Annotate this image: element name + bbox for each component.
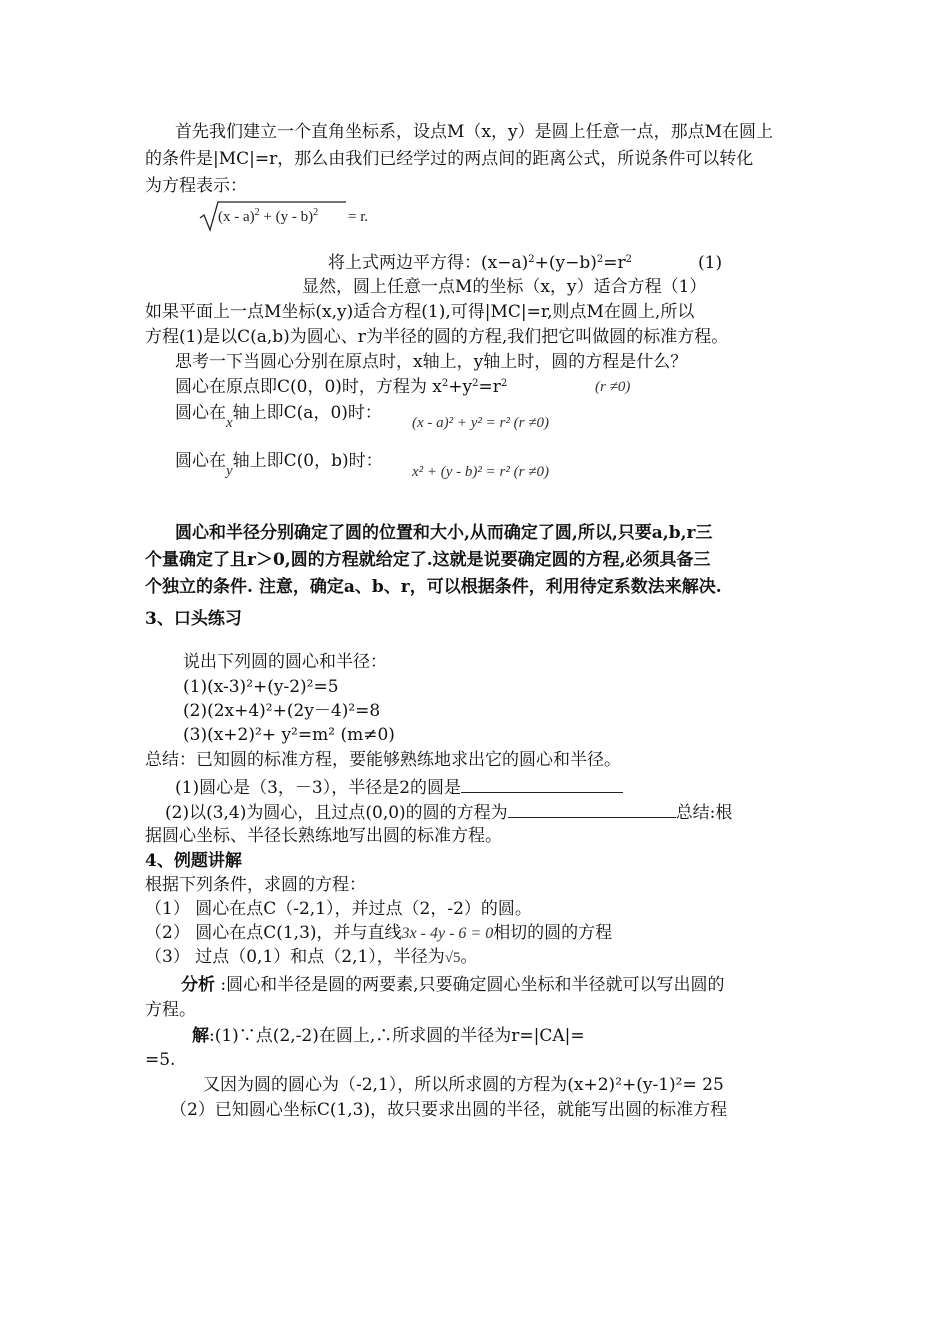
paragraph-line: 方程。 — [145, 1000, 196, 1020]
paragraph-line: 首先我们建立一个直角坐标系，设点M（x，y）是圆上任意一点，那点M在圆上 — [175, 122, 774, 142]
paragraph-line: 方程(1)是以C(a,b)为圆心、r为半径的圆的方程,我们把它叫做圆的标准方程。 — [145, 327, 729, 347]
bold-paragraph-line: 圆心和半径分别确定了圆的位置和大小,从而确定了圆,所以,只要a,b,r三 — [175, 523, 713, 543]
paragraph-line: 为方程表示： — [145, 176, 247, 196]
question-item: （1） 圆心在点C（-2,1），并过点（2，-2）的圆。 — [145, 899, 532, 919]
text: :圆心和半径是圆的两要素,只要确定圆心坐标和半径就可以写出圆的 — [215, 975, 725, 995]
paragraph-line: 又因为圆的圆心为（-2,1），所以所求圆的方程为(x+2)²+(y-1)²= 25 — [203, 1075, 724, 1095]
text: 轴上即C(a，0)时： — [232, 403, 382, 423]
sqrt-formula: √5 — [444, 950, 461, 966]
paragraph-line: 如果平面上一点M坐标(x,y)适合方程(1),可得|MC|=r,则点M在圆上,所以 — [145, 302, 695, 322]
fill-in-item — [165, 800, 732, 824]
exercise-item: (1)(x-3)²+(y-2)²=5 — [183, 677, 339, 697]
text: 圆心在 — [175, 403, 226, 423]
question-item — [145, 922, 612, 945]
formula-squared: 将上式两边平方得：$(x-a)^2+(y-b)^2=r^2$ — [328, 253, 632, 273]
formula-part: +y — [448, 377, 473, 397]
fill-in-item — [175, 775, 623, 799]
question-item — [145, 946, 478, 969]
text: 圆心在 — [175, 451, 226, 471]
case-y-axis — [175, 450, 383, 479]
paragraph-line: 显然，圆上任意一点M的坐标（x，y）适合方程（1） — [302, 277, 707, 297]
solution-line — [192, 1025, 585, 1047]
formula-part: =r — [603, 253, 626, 273]
case-origin: 圆心在原点即C(0，0)时，方程为 $x^2+y^2=r^2$ — [175, 377, 508, 397]
variable: x — [226, 415, 233, 431]
formula-x-axis: (x - a)² + y² = r² (r ≠0) — [412, 415, 549, 431]
text: (2)以(3,4)为圆心，且过点(0,0)的圆的方程为 — [165, 803, 508, 823]
line-formula: 3x - 4y - 6 = 0 — [401, 925, 494, 942]
answer-blank[interactable] — [461, 775, 623, 793]
text: （2） 圆心在点C(1,3)，并与直线 — [145, 923, 402, 943]
formula-part: =r — [478, 377, 501, 397]
case-x-axis — [175, 402, 382, 431]
formula-part: = r. — [348, 209, 369, 225]
exercise-item: (3)(x+2)²+ y²=m² (m≠0) — [183, 725, 395, 745]
formula-part: (x - a) — [218, 209, 255, 225]
paragraph-line: =5. — [145, 1050, 176, 1070]
formula-y-axis: x² + (y - b)² = r² (r ≠0) — [412, 464, 549, 480]
section-heading: 4、例题讲解 — [145, 851, 242, 871]
analysis-line — [181, 974, 725, 996]
paragraph-line: （2）已知圆心坐标C(1,3)，故只要求出圆的半径，就能写出圆的标准方程 — [170, 1100, 728, 1120]
text: （3） 过点（0,1）和点（2,1），半径为 — [145, 947, 445, 967]
paragraph-line: 总结：已知圆的标准方程，要能够熟练地求出它的圆心和半径。 — [145, 750, 621, 770]
condition: (r ≠0) — [595, 379, 631, 395]
text: (1)圆心是（3，－3），半径是2的圆是 — [175, 778, 462, 798]
text: :(1)∵点(2,-2)在圆上,∴所求圆的半径为r=|CA|= — [209, 1026, 585, 1046]
label: 分析 — [181, 975, 215, 995]
paragraph-line: 的条件是|MC|=r，那么由我们已经学过的两点间的距离公式，所说条件可以转化 — [145, 149, 754, 169]
bold-paragraph-line: 个量确定了且r＞0,圆的方程就给定了.这就是说要确定圆的方程,必须具备三 — [145, 550, 711, 570]
section-heading: 3、口头练习 — [145, 609, 242, 629]
paragraph-line: 据圆心坐标、半径长熟练地写出圆的标准方程。 — [145, 826, 502, 846]
text: 。 — [460, 947, 478, 967]
text: 轴上即C(0，b)时： — [232, 451, 383, 471]
bold-paragraph-line: 个独立的条件. 注意，确定a、b、r，可以根据条件，利用待定系数法来解决. — [145, 577, 722, 597]
formula-part: 将上式两边平方得：(x−a) — [328, 253, 529, 273]
answer-blank[interactable] — [508, 800, 676, 818]
paragraph-line: 说出下列圆的圆心和半径： — [183, 652, 387, 672]
label: 解 — [192, 1026, 209, 1046]
exercise-item: (2)(2x+4)²+(2y－4)²=8 — [183, 701, 381, 721]
variable: y — [226, 463, 233, 479]
formula-part: 圆心在原点即C(0，0)时，方程为 x — [175, 377, 442, 397]
paragraph-line: 根据下列条件，求圆的方程： — [145, 875, 366, 895]
text: 相切的圆的方程 — [493, 923, 613, 943]
equation-number: (1) — [698, 253, 723, 273]
formula-part: +(y−b) — [534, 253, 597, 273]
text: 总结:根 — [675, 803, 733, 823]
formula-part: + (y - b) — [259, 209, 314, 225]
paragraph-line: 思考一下当圆心分别在原点时，x轴上，y轴上时，圆的方程是什么？ — [175, 352, 688, 372]
